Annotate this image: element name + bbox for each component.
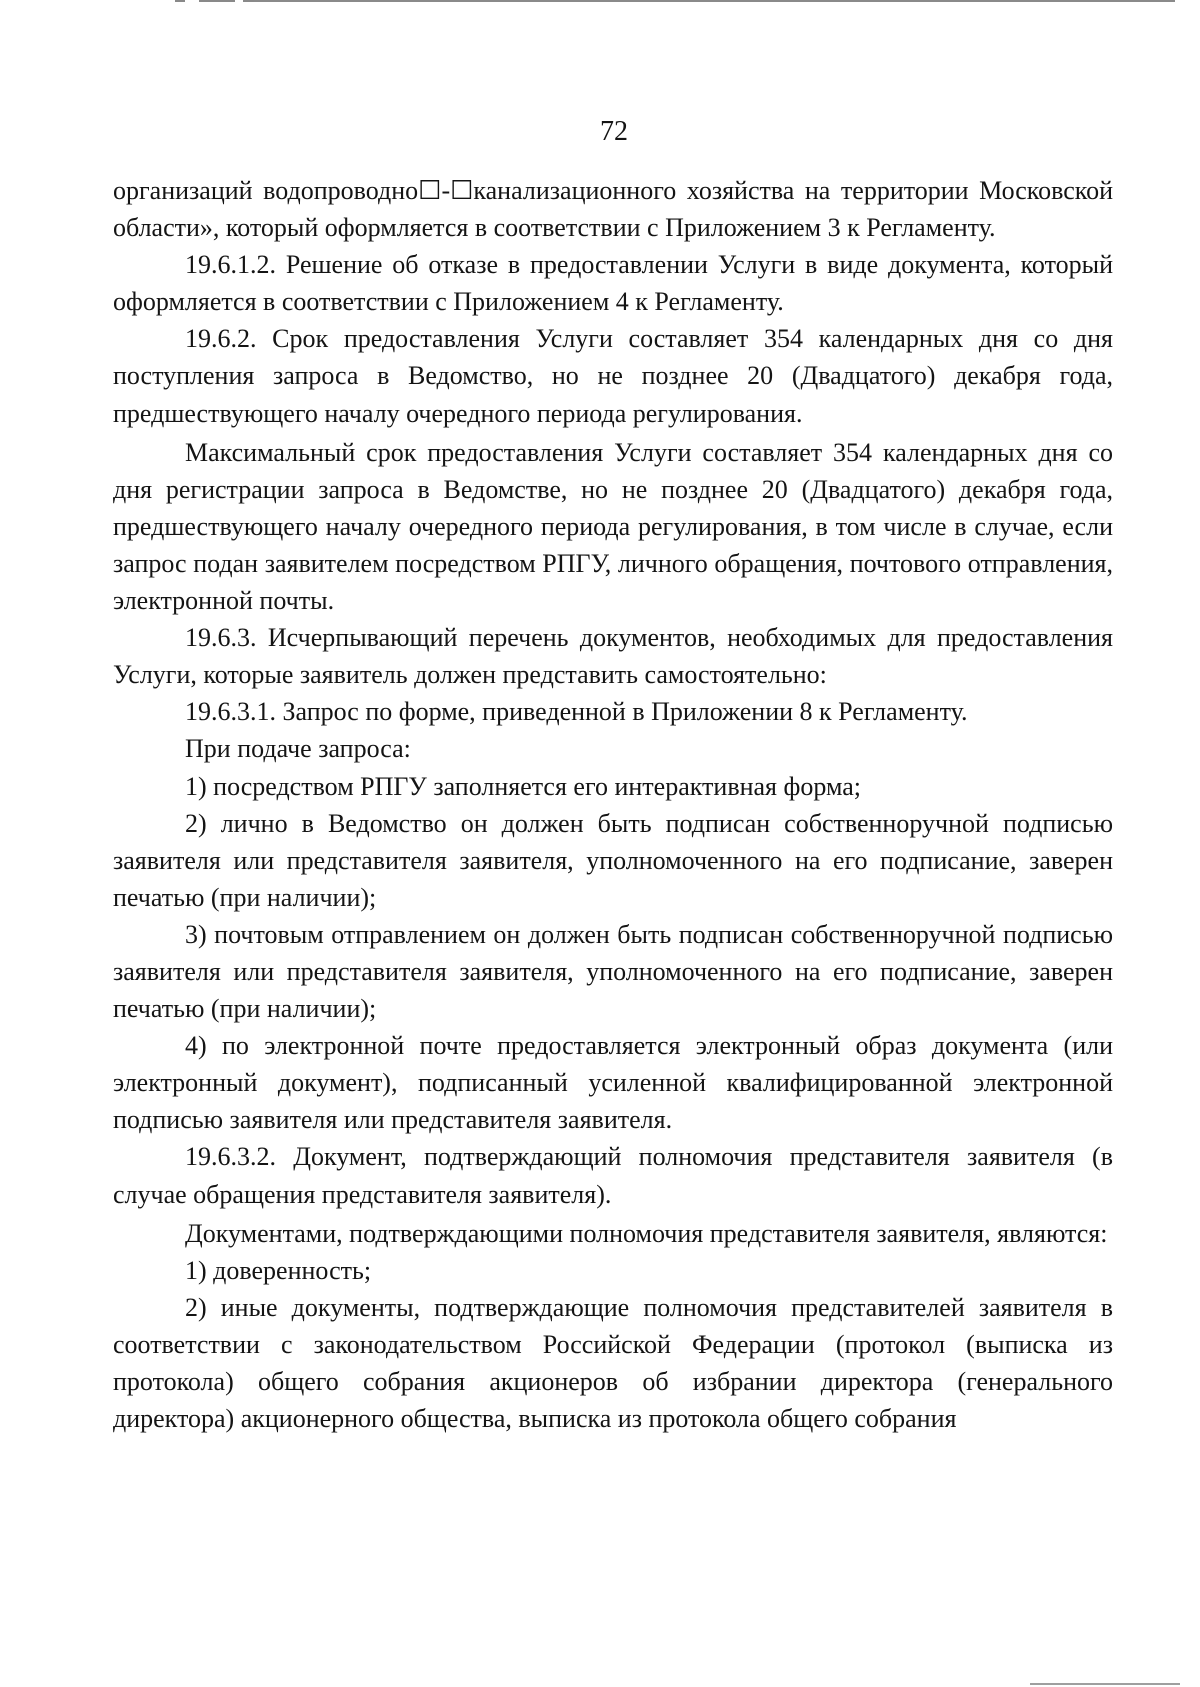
list-item-in-person: 2) лично в Ведомство он должен быть подписан собственноручной подписью заявителя или представителя заявителя, уполномоченного на его подписание, заверен печатью (при наличии); — [113, 808, 1113, 912]
page-number: 72 — [600, 116, 628, 147]
list-item-rpgu: 1) посредством РПГУ заполняется его интерактивная форма; — [185, 771, 861, 801]
paragraph-max-term: Максимальный срок предоставления Услуги составляет 354 календарных дня со дня регистрации запроса в Ведомстве, но не позднее 20 (Двадцатого) декабря года, предшествующего началу очередного периода регулирования, в том числе в случае, если запрос подан заявителем посредством РПГУ, личного обращения, почтового отправления, электронной почты. — [113, 437, 1113, 616]
paragraph-19-6-3-1: 19.6.3.1. Запрос по форме, приведенной в Приложении 8 к Регламенту. — [185, 697, 968, 727]
paragraph-19-6-1-2: 19.6.1.2. Решение об отказе в предоставлении Услуги в виде документа, который оформляется в соответствии с Приложением 4 к Регламенту. — [113, 250, 1113, 317]
list-item-email: 4) по электронной почте предоставляется электронный образ документа (или электронный документ), подписанный усиленной квалифицированной электронной подписью заявителя или представителя заявителя. — [113, 1031, 1113, 1135]
list-item-power-of-attorney: 1) доверенность; — [185, 1255, 372, 1285]
paragraph-continuation: организаций водопроводно☐-☐канализационного хозяйства на территории Московской области», который оформляется в соответствии с Приложением 3 к Регламенту. — [113, 176, 1113, 243]
scan-edge-bottom — [1030, 1683, 1180, 1685]
body-text — [113, 172, 1113, 1437]
paragraph-19-6-3-2: 19.6.3.2. Документ, подтверждающий полномочия представителя заявителя (в случае обращения представителя заявителя). — [113, 1142, 1113, 1209]
paragraph-authority-docs: Документами, подтверждающими полномочия представителя заявителя, являются: — [185, 1218, 1108, 1248]
list-item-other-docs: 2) иные документы, подтверждающие полномочия представителей заявителя в соответствии с законодательством Российской Федерации (протокол (выписка из протокола) общего собрания акционеров об избрании директора (генерального директора) акционерного общества, выписка из протокола общего собрания — [113, 1292, 1113, 1434]
paragraph-19-6-3: 19.6.3. Исчерпывающий перечень документов, необходимых для предоставления Услуги, которые заявитель должен представить самостоятельно: — [113, 623, 1113, 690]
scan-edge-top — [175, 0, 1175, 2]
paragraph-19-6-2: 19.6.2. Срок предоставления Услуги составляет 354 календарных дня со дня поступления запроса в Ведомство, но не позднее 20 (Двадцатого) декабря года, предшествующего началу очередного периода регулирования. — [113, 324, 1113, 428]
paragraph-submission-intro: При подаче запроса: — [185, 734, 411, 764]
list-item-mail: 3) почтовым отправлением он должен быть подписан собственноручной подписью заявителя или представителя заявителя, уполномоченного на его подписание, заверен печатью (при наличии); — [113, 919, 1113, 1024]
